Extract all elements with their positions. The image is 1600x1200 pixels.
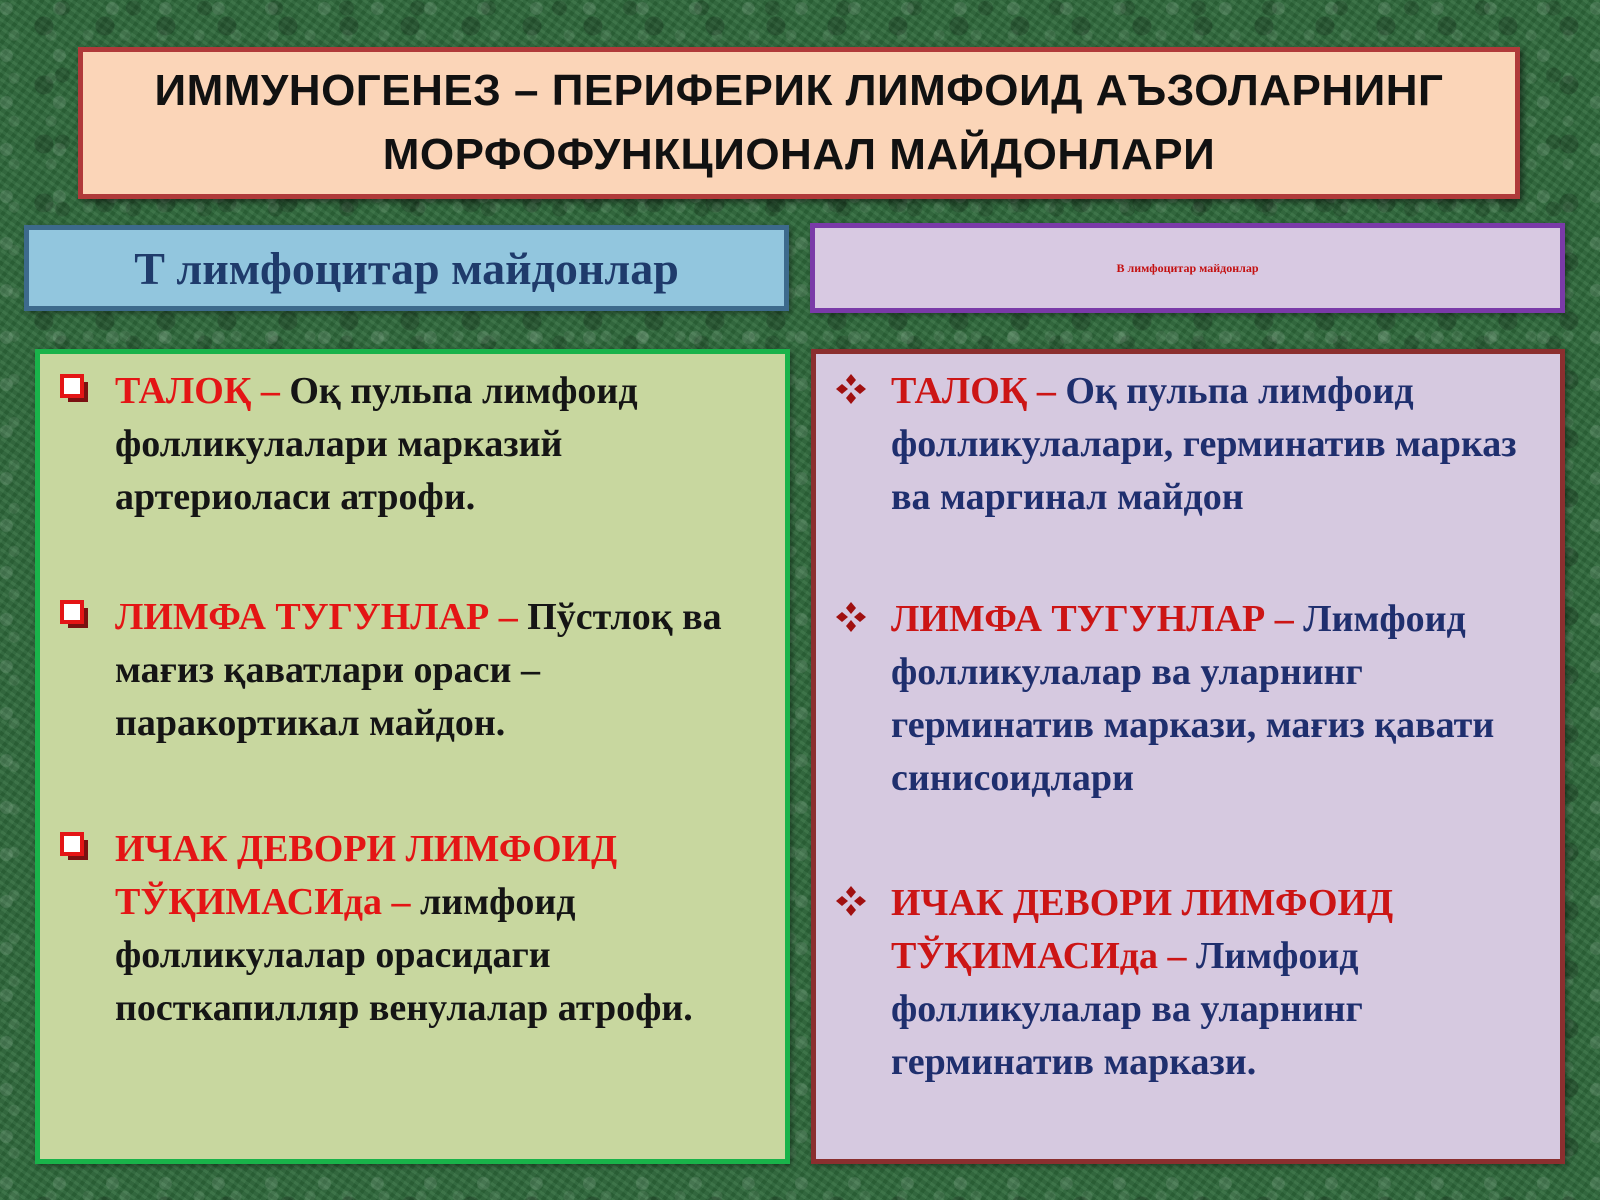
slide-title-line-2: МОРФОФУНКЦИОНАЛ МАЙДОНЛАРИ	[382, 130, 1216, 179]
checkbox-square-icon	[58, 372, 92, 406]
t-item-spleen-text	[115, 365, 775, 524]
checkbox-square-icon	[58, 598, 92, 632]
t-item-spleen-body-first: Оқ пульпа лимфоид	[279, 370, 638, 412]
slide-title	[155, 59, 1444, 187]
b-item-spleen-text	[891, 365, 1550, 524]
b-item-lymph-nodes-body: Лимфоид фолликулалар ва уларнинг герминатив маркази, мағиз қавати синисоидлари	[891, 598, 1495, 799]
t-lymphocyte-header	[24, 225, 789, 311]
t-item-spleen-body: фолликулалари марказий артериоласи атрофи.	[115, 423, 563, 518]
b-item-lymph-nodes-head: ЛИМФА ТУГУНЛАР –	[891, 598, 1294, 640]
four-diamond-icon	[834, 884, 868, 918]
b-item-gut-tissue-body: фолликулалар ва уларнинг герминатив маркази.	[891, 988, 1363, 1083]
t-item-gut-tissue-body-first: лимфоид	[410, 881, 576, 923]
t-item-lymph-nodes-body: Пўстлоқ ва мағиз қаватлари ораси – паракортикал майдон.	[115, 596, 722, 744]
title-box	[78, 47, 1520, 199]
t-item-lymph-nodes-text	[115, 591, 775, 750]
b-item-gut-tissue-body-first: Лимфоид	[1186, 935, 1359, 977]
four-diamond-icon	[834, 372, 868, 406]
b-item-lymph-nodes-text	[891, 593, 1550, 805]
checkbox-square-icon	[58, 830, 92, 864]
b-lymphocyte-panel	[811, 349, 1565, 1164]
b-item-spleen-head: ТАЛОҚ –	[891, 370, 1056, 412]
b-item-spleen-body-first: Оқ пульпа лимфоид	[1055, 370, 1414, 412]
b-lymphocyte-header	[810, 223, 1565, 313]
b-item-spleen-body: фолликулалари, герминатив марказ ва маргинал майдон	[891, 423, 1517, 518]
four-diamond-icon	[834, 600, 868, 634]
t-item-gut-tissue-head: ИЧАК ДЕВОРИ ЛИМФОИД ТЎҚИМАСИда –	[115, 828, 618, 923]
slide-title-line-1: ИММУНОГЕНЕЗ – ПЕРИФЕРИК ЛИМФОИД АЪЗОЛАРНИНГ	[154, 66, 1444, 115]
t-item-lymph-nodes-head: ЛИМФА ТУГУНЛАР –	[115, 596, 518, 638]
b-lymphocyte-header-label: В лимфоцитар майдонлар	[1116, 260, 1259, 275]
b-item-gut-tissue-text	[891, 877, 1550, 1089]
b-item-gut-tissue-head: ИЧАК ДЕВОРИ ЛИМФОИД ТЎҚИМАСИда –	[891, 882, 1394, 977]
t-item-gut-tissue-body: фолликулалар орасидаги посткапилляр венулалар атрофи.	[115, 934, 693, 1029]
t-item-gut-tissue-text	[115, 823, 775, 1035]
t-lymphocyte-panel	[35, 349, 790, 1164]
t-item-spleen-head: ТАЛОҚ –	[115, 370, 280, 412]
t-lymphocyte-header-label: Т лимфоцитар майдонлар	[134, 242, 679, 294]
